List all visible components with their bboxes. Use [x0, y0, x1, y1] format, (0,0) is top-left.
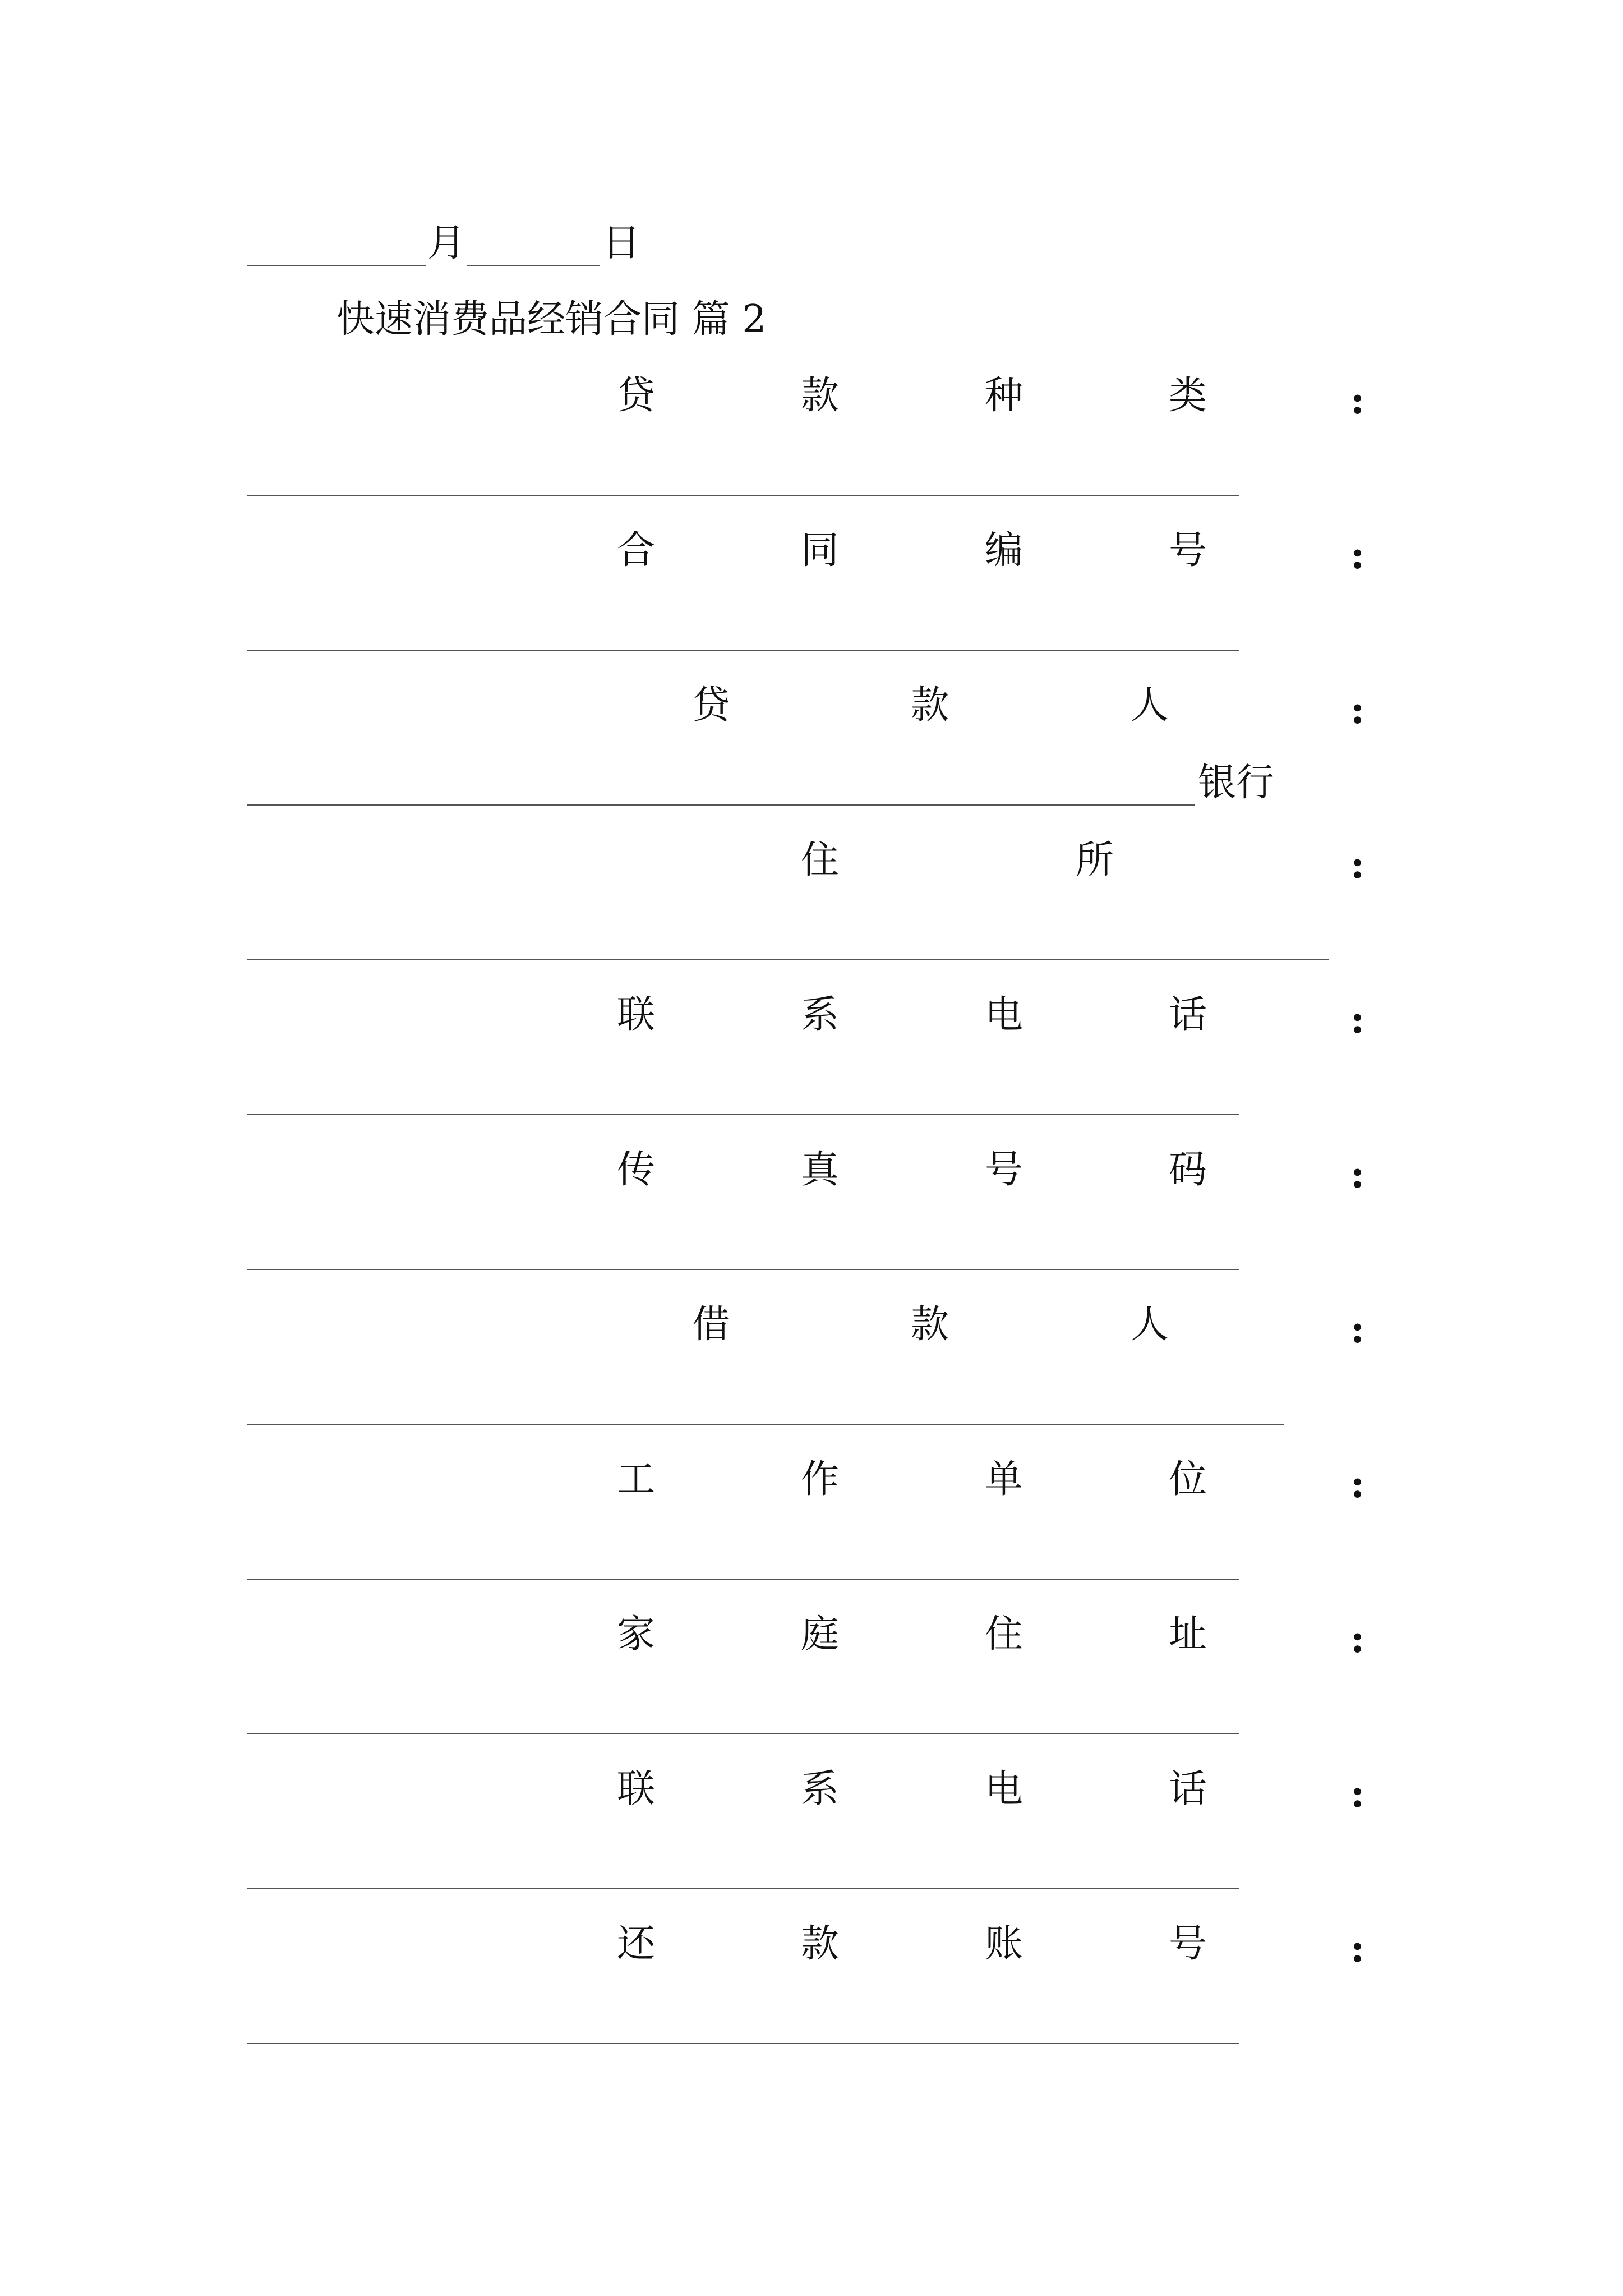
field-lender-colon: :	[1350, 688, 1365, 733]
field-repay-account-char-3: 账	[985, 1922, 1023, 1966]
month-blank[interactable]	[247, 265, 426, 266]
field-fax-blank[interactable]	[247, 1269, 1239, 1270]
field-borrower-char-3: 人	[1131, 1303, 1169, 1347]
field-home-address-char-3: 住	[985, 1612, 1023, 1657]
field-address-blank[interactable]	[247, 959, 1329, 960]
field-loan-type-char-1: 贷	[617, 374, 656, 418]
field-loan-type-blank[interactable]	[247, 495, 1239, 496]
field-fax-char-2: 真	[801, 1148, 840, 1192]
field-address-char-2: 所	[1076, 838, 1114, 882]
field-contract-no-char-1: 合	[617, 528, 656, 573]
field-employer-colon: :	[1350, 1462, 1365, 1507]
field-employer-blank[interactable]	[247, 1579, 1239, 1580]
field-address-colon: :	[1350, 843, 1365, 887]
field-lender-phone-char-1: 联	[617, 993, 656, 1037]
month-label: 月	[427, 221, 466, 265]
field-lender-phone-colon: :	[1350, 997, 1365, 1042]
field-contract-no-char-4: 号	[1169, 528, 1207, 573]
field-loan-type-char-3: 种	[985, 374, 1023, 418]
field-employer-char-3: 单	[985, 1457, 1023, 1502]
field-repay-account-colon: :	[1350, 1926, 1365, 1971]
field-lender-phone-char-2: 系	[801, 993, 840, 1037]
field-repay-account-char-1: 还	[617, 1922, 656, 1966]
field-lender-char-2: 款	[911, 683, 949, 728]
field-fax-char-3: 号	[985, 1148, 1023, 1192]
field-fax-char-4: 码	[1169, 1148, 1207, 1192]
field-loan-type-char-2: 款	[801, 374, 840, 418]
field-borrower-char-1: 借	[692, 1303, 731, 1347]
field-borrower-phone-char-3: 电	[985, 1767, 1023, 1811]
day-label: 日	[602, 221, 641, 265]
field-employer-char-4: 位	[1169, 1457, 1207, 1502]
field-repay-account-blank[interactable]	[247, 2043, 1239, 2044]
field-fax-char-1: 传	[617, 1148, 656, 1192]
field-borrower-char-2: 款	[911, 1303, 949, 1347]
field-lender-char-1: 贷	[692, 683, 731, 728]
document-heading: 快速消费品经销合同 篇 2	[336, 297, 767, 342]
day-blank[interactable]	[467, 265, 600, 266]
field-employer-char-1: 工	[617, 1457, 656, 1502]
field-lender-blank[interactable]	[247, 804, 1195, 806]
field-borrower-phone-char-2: 系	[801, 1767, 840, 1811]
field-lender-char-3: 人	[1131, 683, 1169, 728]
field-home-address-char-4: 址	[1169, 1612, 1207, 1657]
field-borrower-blank[interactable]	[247, 1424, 1284, 1425]
field-borrower-phone-colon: :	[1350, 1772, 1365, 1816]
field-contract-no-char-2: 同	[801, 528, 840, 573]
field-loan-type-colon: :	[1350, 378, 1365, 423]
field-home-address-char-2: 庭	[801, 1612, 840, 1657]
field-contract-no-char-3: 编	[985, 528, 1023, 573]
field-address-char-1: 住	[801, 838, 840, 882]
field-lender-phone-blank[interactable]	[247, 1114, 1239, 1115]
field-home-address-char-1: 家	[617, 1612, 656, 1657]
field-fax-colon: :	[1350, 1152, 1365, 1197]
field-repay-account-char-2: 款	[801, 1922, 840, 1966]
field-contract-no-colon: :	[1350, 533, 1365, 578]
field-loan-type-char-4: 类	[1169, 374, 1207, 418]
field-lender-phone-char-4: 话	[1169, 993, 1207, 1037]
field-borrower-colon: :	[1350, 1307, 1365, 1352]
field-lender-suffix: 银行	[1198, 761, 1275, 805]
field-lender-phone-char-3: 电	[985, 993, 1023, 1037]
field-borrower-phone-blank[interactable]	[247, 1888, 1239, 1889]
field-repay-account-char-4: 号	[1169, 1922, 1207, 1966]
field-borrower-phone-char-4: 话	[1169, 1767, 1207, 1811]
field-home-address-colon: :	[1350, 1617, 1365, 1662]
field-borrower-phone-char-1: 联	[617, 1767, 656, 1811]
field-employer-char-2: 作	[801, 1457, 840, 1502]
field-home-address-blank[interactable]	[247, 1733, 1239, 1734]
field-contract-no-blank[interactable]	[247, 650, 1239, 651]
